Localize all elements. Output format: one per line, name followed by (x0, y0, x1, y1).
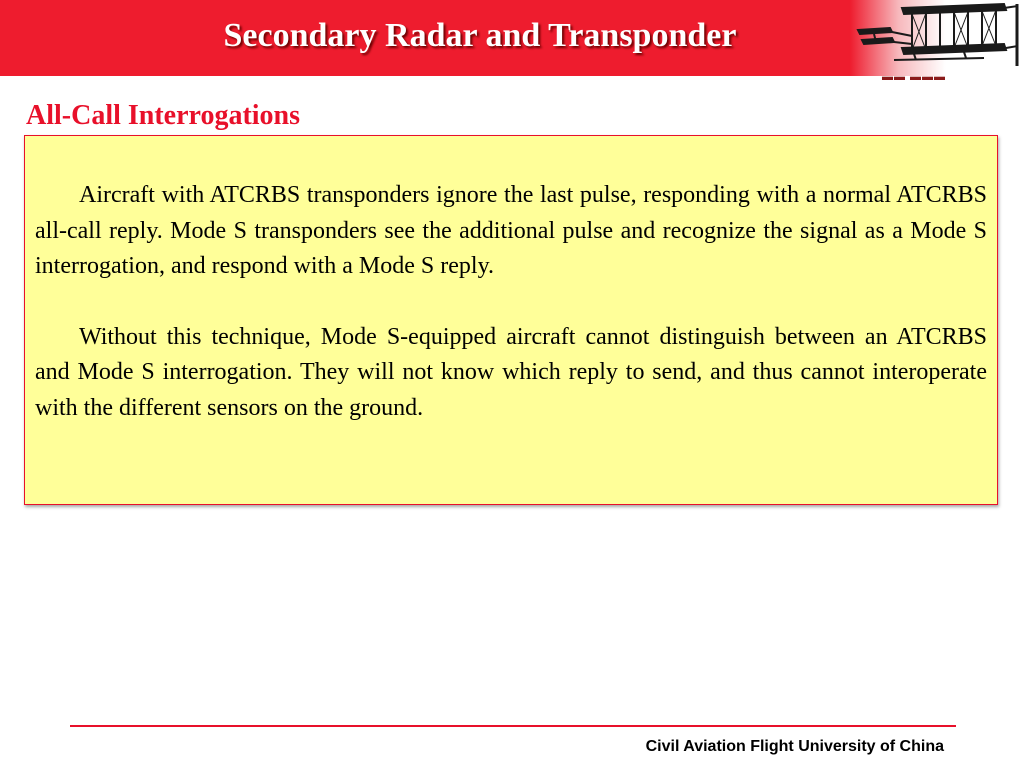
paragraph-2: Without this technique, Mode S-equipped aircraft cannot distinguish between an ATCRBS and Mode S interrogation. They will not know which reply to send, and thus cannot interoperate with the different sensors on the ground. (35, 323, 987, 421)
footer-divider (70, 725, 956, 727)
footer-institution: Civil Aviation Flight University of China (645, 738, 944, 755)
section-title: All-Call Interrogations (26, 100, 301, 131)
paragraph-1: Aircraft with ATCRBS transponders ignore the last pulse, responding with a normal ATCRBS all-call reply. Mode S transponders see the additional pulse and recognize the signal as a Mode S interrogation, and respond with a Mode S reply. (35, 182, 987, 279)
logo-panel (850, 0, 1024, 76)
slide-title: Secondary Radar and Transponder (223, 17, 737, 54)
wright-flyer-biplane-icon (854, 0, 1022, 76)
logo-lettering-fragment: ▬▬ ▬▬▬ (882, 76, 947, 83)
content-box (24, 135, 998, 505)
